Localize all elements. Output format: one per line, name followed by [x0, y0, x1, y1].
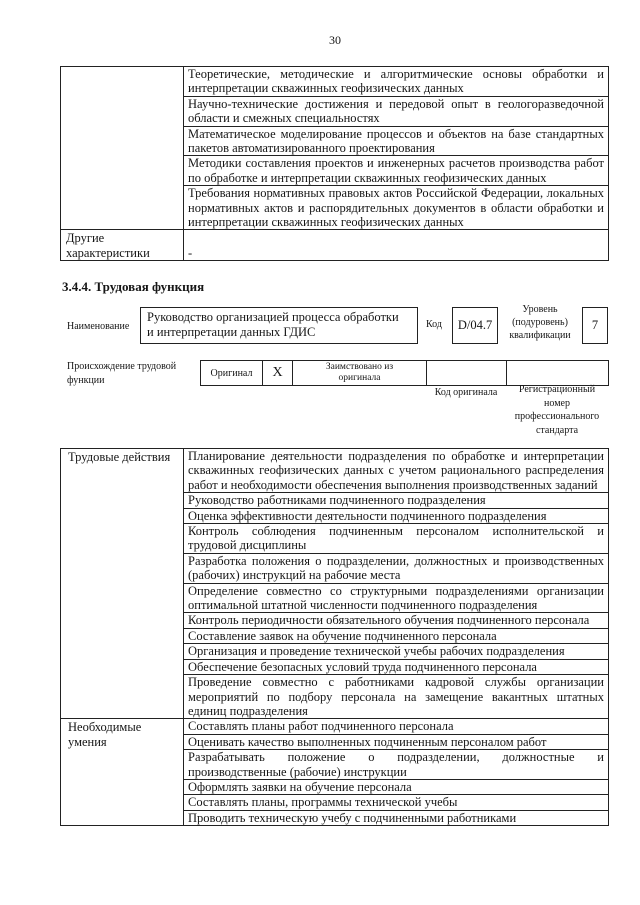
labor-action-item: Руководство работниками подчиненного подразделения — [184, 493, 609, 508]
origin-label: Происхождение трудовой функции — [67, 361, 177, 386]
labor-action-item: Определение совместно со структурными подразделениями организации оптимальной штатной численности подчиненного подразделения — [184, 583, 609, 613]
name-label: Наименование — [67, 321, 130, 332]
qualification-level: 7 — [591, 318, 599, 332]
required-skill-item: Разрабатывать положение о подразделении, должностные и производственные (рабочие) инструкции — [184, 750, 609, 780]
borrowed-label: Заимствовано из оригинала — [325, 361, 394, 383]
required-skill-item: Составлять планы, программы технической учебы — [184, 795, 609, 810]
original-mark: X — [263, 361, 293, 386]
labor-action-item: Составление заявок на обучение подчиненного персонала — [184, 628, 609, 643]
code-label: Код — [426, 319, 442, 330]
original-code-label: Код оригинала — [434, 387, 498, 398]
required-skill-item: Проводить техническую учебу с подчиненными работниками — [184, 810, 609, 825]
page-number: 30 — [329, 33, 341, 47]
knowledge-label-cell — [61, 67, 184, 230]
labor-function-table — [60, 448, 609, 826]
labor-action-item: Контроль периодичности обязательного обучения подчиненного персонала — [184, 613, 609, 628]
other-characteristics-label: Другие характеристики — [61, 230, 184, 261]
labor-action-item: Оценка эффективности деятельности подчиненного подразделения — [184, 508, 609, 523]
knowledge-continuation-table — [60, 66, 609, 261]
required-skill-item: Составлять планы работ подчиненного персонала — [184, 719, 609, 734]
knowledge-item: Научно-технические достижения и передовой опыт в геологоразведочной области и смежных специальностях — [184, 96, 609, 126]
knowledge-item: Математическое моделирование процессов и объектов на базе стандартных пакетов автоматизированного проектирования — [184, 126, 609, 156]
knowledge-item: Теоретические, методические и алгоритмические основы обработки и интерпретации скважинных геофизических данных — [184, 67, 609, 97]
labor-action-item: Планирование деятельности подразделения по обработке и интерпретации скважинных геофизических данных с учетом рационального распределения работ и необходимости обеспечения выполнения производственных заданий — [184, 449, 609, 493]
function-name-box — [140, 307, 418, 344]
required-skills-label: Необходимые умения — [61, 719, 184, 826]
other-characteristics-value: - — [184, 230, 609, 261]
function-code: D/04.7 — [457, 318, 493, 332]
labor-action-item: Разработка положения о подразделении, должностных и производственных (рабочих) инструкций на рабочие места — [184, 553, 609, 583]
original-label: Оригинал — [201, 361, 263, 386]
qualification-level-box — [582, 307, 608, 344]
knowledge-item: Требования нормативных правовых актов Российской Федерации, локальных нормативных актов и распорядительных документов в области обработки и интерпретации скважинных геофизических данных — [184, 186, 609, 230]
knowledge-item: Методики составления проектов и инженерных расчетов производства работ по обработке и интерпретации скважинных геофизических данных — [184, 156, 609, 186]
labor-action-item: Контроль соблюдения подчиненным персоналом исполнительской и трудовой дисциплины — [184, 524, 609, 554]
labor-action-item: Обеспечение безопасных условий труда подчиненного персонала — [184, 659, 609, 674]
function-code-box — [452, 307, 498, 344]
required-skill-item: Оценивать качество выполненных подчиненным персоналом работ — [184, 734, 609, 749]
required-skill-item: Оформлять заявки на обучение персонала — [184, 779, 609, 794]
registration-number-label: Регистрационный номер профессионального стандарта — [514, 384, 600, 436]
labor-action-item: Проведение совместно с работниками кадровой службы организации мероприятий по подбору персонала на замещение вакантных штатных единиц подразделения — [184, 675, 609, 719]
qualification-level-label: Уровень (подуровень) квалификации — [509, 304, 571, 341]
borrowed-cell — [293, 361, 427, 386]
labor-actions-label: Трудовые действия — [61, 449, 184, 719]
registration-number-cell — [507, 361, 609, 386]
section-title: 3.4.4. Трудовая функция — [62, 279, 205, 294]
original-code-cell — [427, 361, 507, 386]
function-name: Руководство организацией процесса обработки и интерпретации данных ГДИС — [147, 310, 399, 339]
labor-action-item: Организация и проведение технической учебы рабочих подразделения — [184, 644, 609, 659]
